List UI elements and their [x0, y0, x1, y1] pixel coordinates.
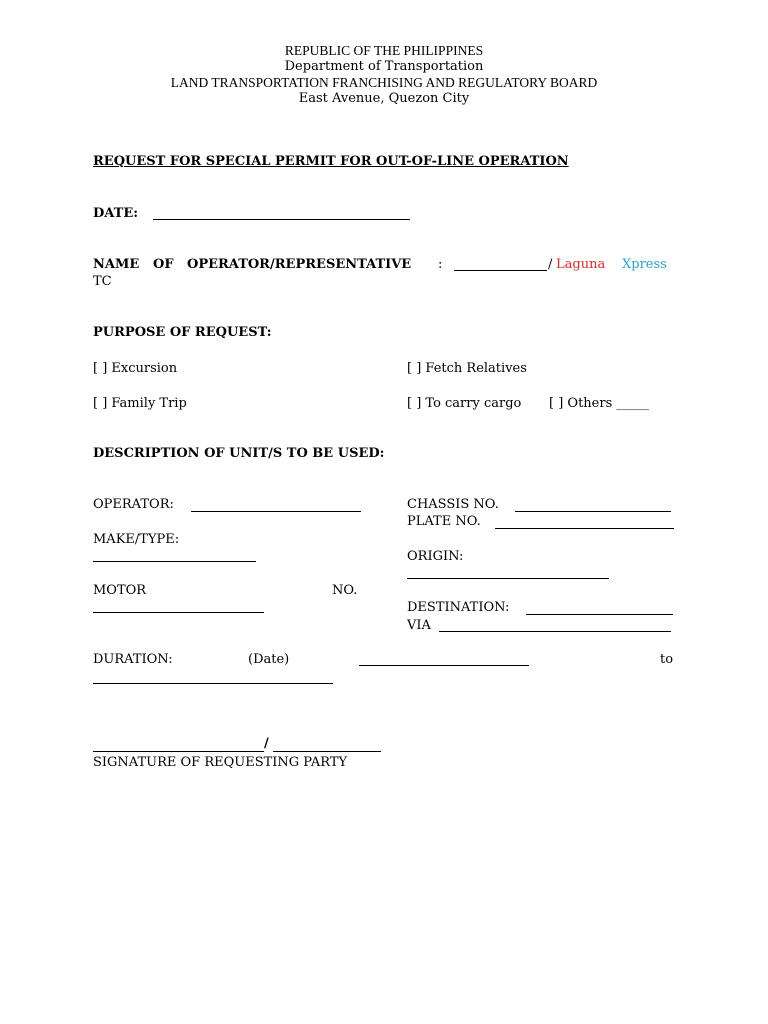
operator-name-blank[interactable] [454, 270, 547, 271]
origin-blank[interactable] [407, 578, 609, 579]
header-republic: REPUBLIC OF THE PHILIPPINES [284, 43, 484, 58]
description-label: DESCRIPTION OF UNIT/S TO BE USED: [93, 446, 385, 461]
signature-date-blank[interactable] [273, 751, 381, 752]
date-blank[interactable] [153, 219, 410, 220]
purpose-option-fetch-relatives[interactable]: [ ] Fetch Relatives [407, 361, 527, 376]
motor-no-label: NO. [332, 583, 358, 598]
header-department: Department of Transportation [284, 59, 484, 74]
signature-blank[interactable] [93, 751, 264, 752]
duration-date-label: (Date) [248, 652, 290, 667]
operator-slash: / [548, 257, 553, 272]
header-address: East Avenue, Quezon City [298, 91, 470, 106]
date-label: DATE: [93, 206, 139, 221]
plate-no-blank[interactable] [495, 528, 674, 529]
plate-no-label: PLATE NO. [407, 514, 481, 529]
operator-label-word2: OF [153, 257, 174, 272]
via-blank[interactable] [439, 631, 671, 632]
purpose-label: PURPOSE OF REQUEST: [93, 325, 272, 340]
operator-name-value-part3: TC [93, 274, 112, 289]
motor-label: MOTOR [93, 583, 147, 598]
via-label: VIA [407, 618, 431, 633]
duration-label: DURATION: [93, 652, 173, 667]
operator-label-word3: OPERATOR/REPRESENTATIVE [187, 257, 412, 272]
chassis-no-blank[interactable] [515, 511, 671, 512]
operator-field-label: OPERATOR: [93, 497, 174, 512]
operator-label-word1: NAME [93, 257, 140, 272]
purpose-option-carry-cargo[interactable]: [ ] To carry cargo [407, 396, 522, 411]
duration-to-label: to [660, 652, 674, 667]
purpose-option-excursion[interactable]: [ ] Excursion [93, 361, 178, 376]
origin-label: ORIGIN: [407, 549, 464, 564]
make-type-blank[interactable] [93, 561, 256, 562]
destination-label: DESTINATION: [407, 600, 510, 615]
duration-from-blank[interactable] [359, 665, 529, 666]
chassis-no-label: CHASSIS NO. [407, 497, 499, 512]
header-board: LAND TRANSPORTATION FRANCHISING AND REGULATORY BOARD [170, 75, 598, 90]
destination-blank[interactable] [526, 614, 673, 615]
purpose-option-others[interactable]: [ ] Others _____ [549, 396, 649, 411]
motor-no-blank[interactable] [93, 612, 264, 613]
operator-name-value-part2: Xpress [622, 257, 667, 272]
duration-to-blank[interactable] [93, 683, 333, 684]
signature-label: SIGNATURE OF REQUESTING PARTY [93, 755, 348, 770]
signature-slash: / [264, 736, 269, 751]
purpose-option-family-trip[interactable]: [ ] Family Trip [93, 396, 187, 411]
form-title: REQUEST FOR SPECIAL PERMIT FOR OUT-OF-LINE OPERATION [93, 154, 569, 169]
operator-name-value-part1: Laguna [556, 257, 606, 272]
make-type-label: MAKE/TYPE: [93, 532, 180, 547]
operator-colon: : [438, 257, 443, 272]
operator-field-blank[interactable] [191, 511, 361, 512]
